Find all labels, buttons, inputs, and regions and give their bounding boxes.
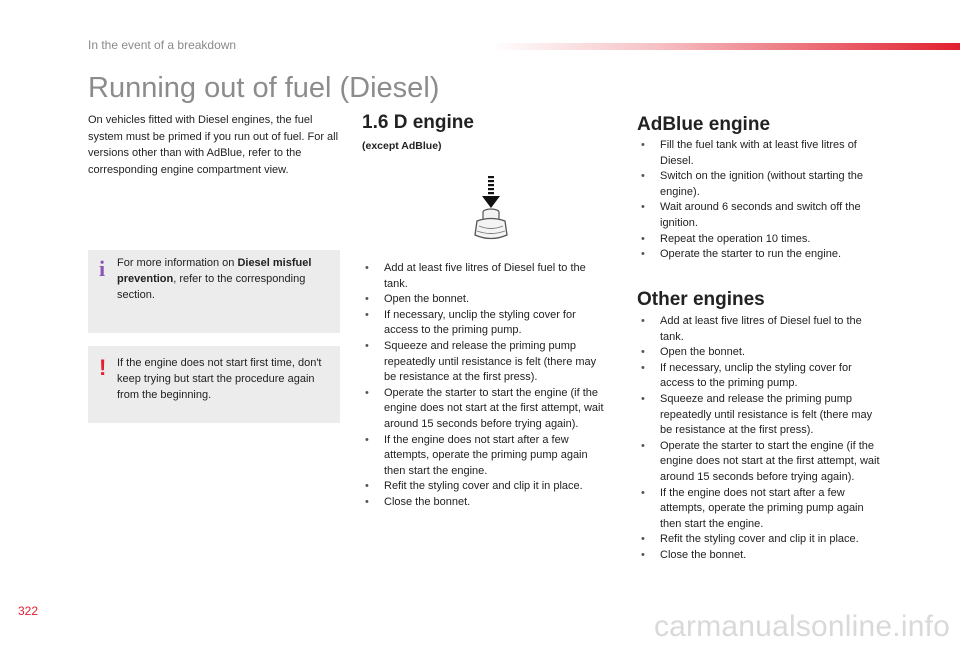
- warning-icon: !: [99, 355, 107, 380]
- list-item: • Add at least five litres of Diesel fuel to the tank.: [362, 261, 607, 292]
- section-label: In the event of a breakdown: [88, 38, 237, 52]
- list-item: • Close the bonnet.: [638, 548, 886, 564]
- info-note: [88, 250, 340, 333]
- adblue-steps: [638, 138, 886, 263]
- list-item: • If the engine does not start after a few attempts, operate the priming pump again then start the engine.: [638, 486, 886, 533]
- list-item: • Open the bonnet.: [362, 292, 607, 308]
- list-item: • If the engine does not start after a few attempts, operate the priming pump again then start the engine.: [362, 433, 607, 480]
- warning-note-text: If the engine does not start first time, don't keep trying but start the procedure again from the beginning.: [117, 357, 322, 401]
- watermark: carmanualsonline.info: [653, 610, 950, 643]
- engine-16d-steps: [362, 261, 607, 511]
- list-item: • Add at least five litres of Diesel fuel to the tank.: [638, 314, 886, 345]
- list-item: • Fill the fuel tank with at least five litres of Diesel.: [638, 138, 886, 169]
- warning-note: [88, 346, 340, 423]
- adblue-title: AdBlue engine: [637, 114, 771, 135]
- list-item: • Operate the starter to run the engine.: [638, 247, 886, 263]
- list-item: • Squeeze and release the priming pump repeatedly until resistance is felt (there may be resistance at the first press).: [362, 339, 607, 386]
- engine-16d-subtitle: (except AdBlue): [362, 140, 442, 152]
- intro-paragraph: On vehicles fitted with Diesel engines, the fuel system must be primed if you run out of fuel. For all versions other than with AdBlue, refer to the corresponding engine compartment view.: [88, 114, 339, 176]
- list-item: • Operate the starter to start the engine (if the engine does not start at the first attempt, wait around 15 seconds before trying again).: [638, 439, 886, 486]
- list-item: • Squeeze and release the priming pump repeatedly until resistance is felt (there may be resistance at the first press).: [638, 392, 886, 439]
- list-item: • Refit the styling cover and clip it in place.: [362, 479, 607, 495]
- engine-16d-title: 1.6 D engine: [362, 112, 474, 133]
- list-item: • Close the bonnet.: [362, 495, 607, 511]
- list-item: • If necessary, unclip the styling cover for access to the priming pump.: [362, 308, 607, 339]
- list-item: • Switch on the ignition (without starting the engine).: [638, 169, 886, 200]
- other-engines-steps: [638, 314, 886, 564]
- list-item: • Open the bonnet.: [638, 345, 886, 361]
- other-engines-title: Other engines: [637, 289, 765, 310]
- header-accent-bar: [490, 43, 960, 50]
- priming-pump-icon: [461, 172, 521, 246]
- page-title: Running out of fuel (Diesel): [88, 72, 440, 104]
- list-item: • If necessary, unclip the styling cover for access to the priming pump.: [638, 361, 886, 392]
- page-number: 322: [18, 604, 39, 618]
- list-item: • Operate the starter to start the engine (if the engine does not start at the first attempt, wait around 15 seconds before trying again).: [362, 386, 607, 433]
- list-item: • Repeat the operation 10 times.: [638, 232, 886, 248]
- list-item: • Wait around 6 seconds and switch off the ignition.: [638, 200, 886, 231]
- info-note-text: For more information on Diesel misfuel prevention, refer to the corresponding section.: [117, 257, 312, 301]
- info-icon: i: [99, 256, 106, 281]
- info-note-link-text: Diesel misfuel prevention: [117, 257, 312, 285]
- list-item: • Refit the styling cover and clip it in place.: [638, 532, 886, 548]
